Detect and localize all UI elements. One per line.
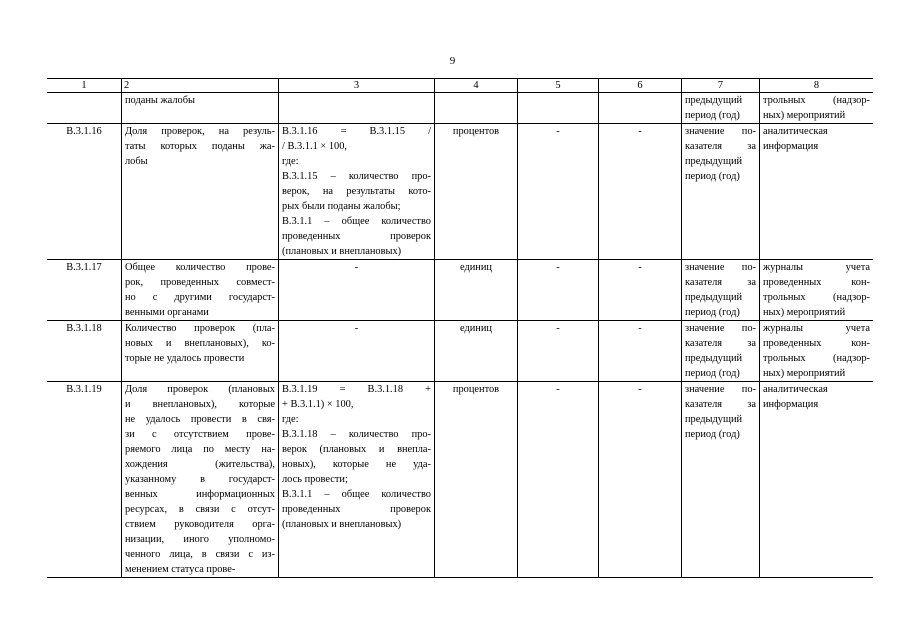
cell-line: где:: [282, 414, 299, 425]
cell-line: ряемого лица по месту на-: [125, 444, 275, 455]
cell-formula: [279, 260, 435, 321]
cell-line: значение по-: [685, 262, 756, 273]
cell-line: В.3.1.18 – количество про-: [282, 429, 431, 440]
page-number: 9: [449, 55, 456, 67]
cell-unit: процентов: [435, 124, 518, 260]
cell-line: казателя за: [685, 277, 756, 288]
cell-period: [682, 260, 760, 321]
cell-line: В.3.1.1 – общее количество: [282, 489, 431, 500]
cell-code: В.3.1.17: [47, 260, 122, 321]
cell-line: казателя за: [685, 399, 756, 410]
cell-line: период (год): [685, 110, 740, 121]
cell-formula: [279, 124, 435, 260]
cell-source: [760, 93, 874, 124]
cell-line: новых и внеплановых), ко-: [125, 338, 275, 349]
cell-line: ресурсах, в связи с отсут-: [125, 504, 275, 515]
cell-line: ных) мероприятий: [763, 368, 846, 379]
cell-line: журналы учета: [763, 323, 870, 334]
cell-line: трольных (надзор-: [763, 292, 870, 303]
cell-line: / В.3.1.1 × 100,: [282, 141, 348, 152]
cell-line: В.3.1.19 = В.3.1.18 +: [282, 384, 431, 395]
cell-name: [122, 124, 279, 260]
cell-col5: -: [518, 260, 599, 321]
cell-period: [682, 382, 760, 578]
cell-line: Общее количество прове-: [125, 262, 275, 273]
header-col-7: 7: [682, 79, 760, 93]
cell-line: менением статуса прове-: [125, 564, 236, 575]
cell-line: где:: [282, 156, 299, 167]
table-row: [47, 260, 873, 321]
cell-col5: -: [518, 321, 599, 382]
cell-col6: -: [599, 260, 682, 321]
cell-unit: единиц: [435, 321, 518, 382]
cell-line: предыдущий: [685, 156, 743, 167]
header-col-5: 5: [518, 79, 599, 93]
cell-source: [760, 382, 874, 578]
cell-line: -: [354, 323, 359, 334]
cell-code: [47, 93, 122, 124]
header-col-6: 6: [599, 79, 682, 93]
cell-col6: -: [599, 124, 682, 260]
cell-formula: [279, 321, 435, 382]
cell-line: значение по-: [685, 323, 756, 334]
cell-col5: [518, 93, 599, 124]
header-col-3: 3: [279, 79, 435, 93]
cell-line: не удалось провести в свя-: [125, 414, 275, 425]
cell-line: ных) мероприятий: [763, 110, 846, 121]
cell-line: предыдущий: [685, 353, 743, 364]
cell-line: венными органами: [125, 307, 209, 318]
cell-formula: [279, 93, 435, 124]
table-row: [47, 124, 873, 260]
cell-line: журналы учета: [763, 262, 870, 273]
cell-name: [122, 382, 279, 578]
cell-formula: [279, 382, 435, 578]
cell-col6: [599, 93, 682, 124]
cell-line: аналитическая: [763, 126, 828, 137]
cell-line: зи с отсутствием прове-: [125, 429, 275, 440]
table-row: [47, 321, 873, 382]
cell-line: предыдущий: [685, 414, 743, 425]
cell-line: но с другими государст-: [125, 292, 275, 303]
cell-line: указанному в государст-: [125, 474, 275, 485]
cell-line: В.3.1.15 – количество про-: [282, 171, 431, 182]
cell-col6: -: [599, 382, 682, 578]
header-col-8: 8: [760, 79, 874, 93]
cell-line: и внеплановых), которые: [125, 399, 275, 410]
cell-line: лобы: [125, 156, 148, 167]
cell-line: проведенных проверок: [282, 231, 431, 242]
table-row: [47, 93, 873, 124]
cell-line: верок (плановых и внепла-: [282, 444, 431, 455]
cell-source: [760, 124, 874, 260]
cell-line: рок, проведенных совмест-: [125, 277, 275, 288]
cell-line: + В.3.1.1) × 100,: [282, 399, 354, 410]
cell-line: низации, иного уполномо-: [125, 534, 275, 545]
cell-line: информация: [763, 141, 819, 152]
cell-line: казателя за: [685, 338, 756, 349]
cell-line: трольных (надзор-: [763, 95, 870, 106]
cell-col5: -: [518, 124, 599, 260]
cell-name: [122, 260, 279, 321]
cell-name: [122, 321, 279, 382]
cell-line: значение по-: [685, 384, 756, 395]
cell-line: период (год): [685, 429, 740, 440]
cell-line: торые не удалось провести: [125, 353, 245, 364]
cell-line: В.3.1.1 – общее количество: [282, 216, 431, 227]
cell-code: В.3.1.18: [47, 321, 122, 382]
cell-line: период (год): [685, 368, 740, 379]
cell-line: таты которых поданы жа-: [125, 141, 275, 152]
cell-line: период (год): [685, 171, 740, 182]
cell-unit: единиц: [435, 260, 518, 321]
cell-line: рых были поданы жалобы;: [282, 201, 401, 212]
cell-line: (плановых и внеплановых): [282, 246, 402, 257]
cell-line: (плановых и внеплановых): [282, 519, 402, 530]
cell-line: хождения (жительства),: [125, 459, 275, 470]
cell-line: ченного лица, в связи с из-: [125, 549, 275, 560]
cell-line: ных) мероприятий: [763, 307, 846, 318]
cell-line: предыдущий: [685, 95, 743, 106]
table-row: [47, 382, 873, 578]
cell-line: -: [354, 262, 359, 273]
cell-period: [682, 93, 760, 124]
cell-line: венных информационных: [125, 489, 275, 500]
cell-unit: [435, 93, 518, 124]
cell-line: Доля проверок, на резуль-: [125, 126, 275, 137]
cell-line: лось провести;: [282, 474, 348, 485]
cell-period: [682, 124, 760, 260]
cell-line: предыдущий: [685, 292, 743, 303]
cell-line: верок, на результаты кото-: [282, 186, 431, 197]
cell-line: проведенных проверок: [282, 504, 431, 515]
header-col-2: 2: [122, 79, 279, 93]
cell-period: [682, 321, 760, 382]
cell-line: казателя за: [685, 141, 756, 152]
cell-line: ствием руководителя орга-: [125, 519, 275, 530]
cell-line: Количество проверок (пла-: [125, 323, 275, 334]
header-col-4: 4: [435, 79, 518, 93]
cell-line: новых), которые не уда-: [282, 459, 431, 470]
cell-col5: -: [518, 382, 599, 578]
cell-line: информация: [763, 399, 819, 410]
cell-code: В.3.1.16: [47, 124, 122, 260]
cell-name: [122, 93, 279, 124]
cell-unit: процентов: [435, 382, 518, 578]
cell-col6: -: [599, 321, 682, 382]
header-col-1: 1: [47, 79, 122, 93]
indicator-table: [47, 78, 873, 578]
cell-line: аналитическая: [763, 384, 828, 395]
cell-line: трольных (надзор-: [763, 353, 870, 364]
cell-source: [760, 260, 874, 321]
header-row: [47, 79, 873, 93]
cell-line: проведенных кон-: [763, 277, 870, 288]
cell-code: В.3.1.19: [47, 382, 122, 578]
cell-line: Доля проверок (плановых: [125, 384, 275, 395]
cell-source: [760, 321, 874, 382]
cell-line: значение по-: [685, 126, 756, 137]
cell-line: В.3.1.16 = В.3.1.15 /: [282, 126, 431, 137]
cell-line: период (год): [685, 307, 740, 318]
cell-line: проведенных кон-: [763, 338, 870, 349]
cell-line: поданы жалобы: [125, 95, 196, 106]
